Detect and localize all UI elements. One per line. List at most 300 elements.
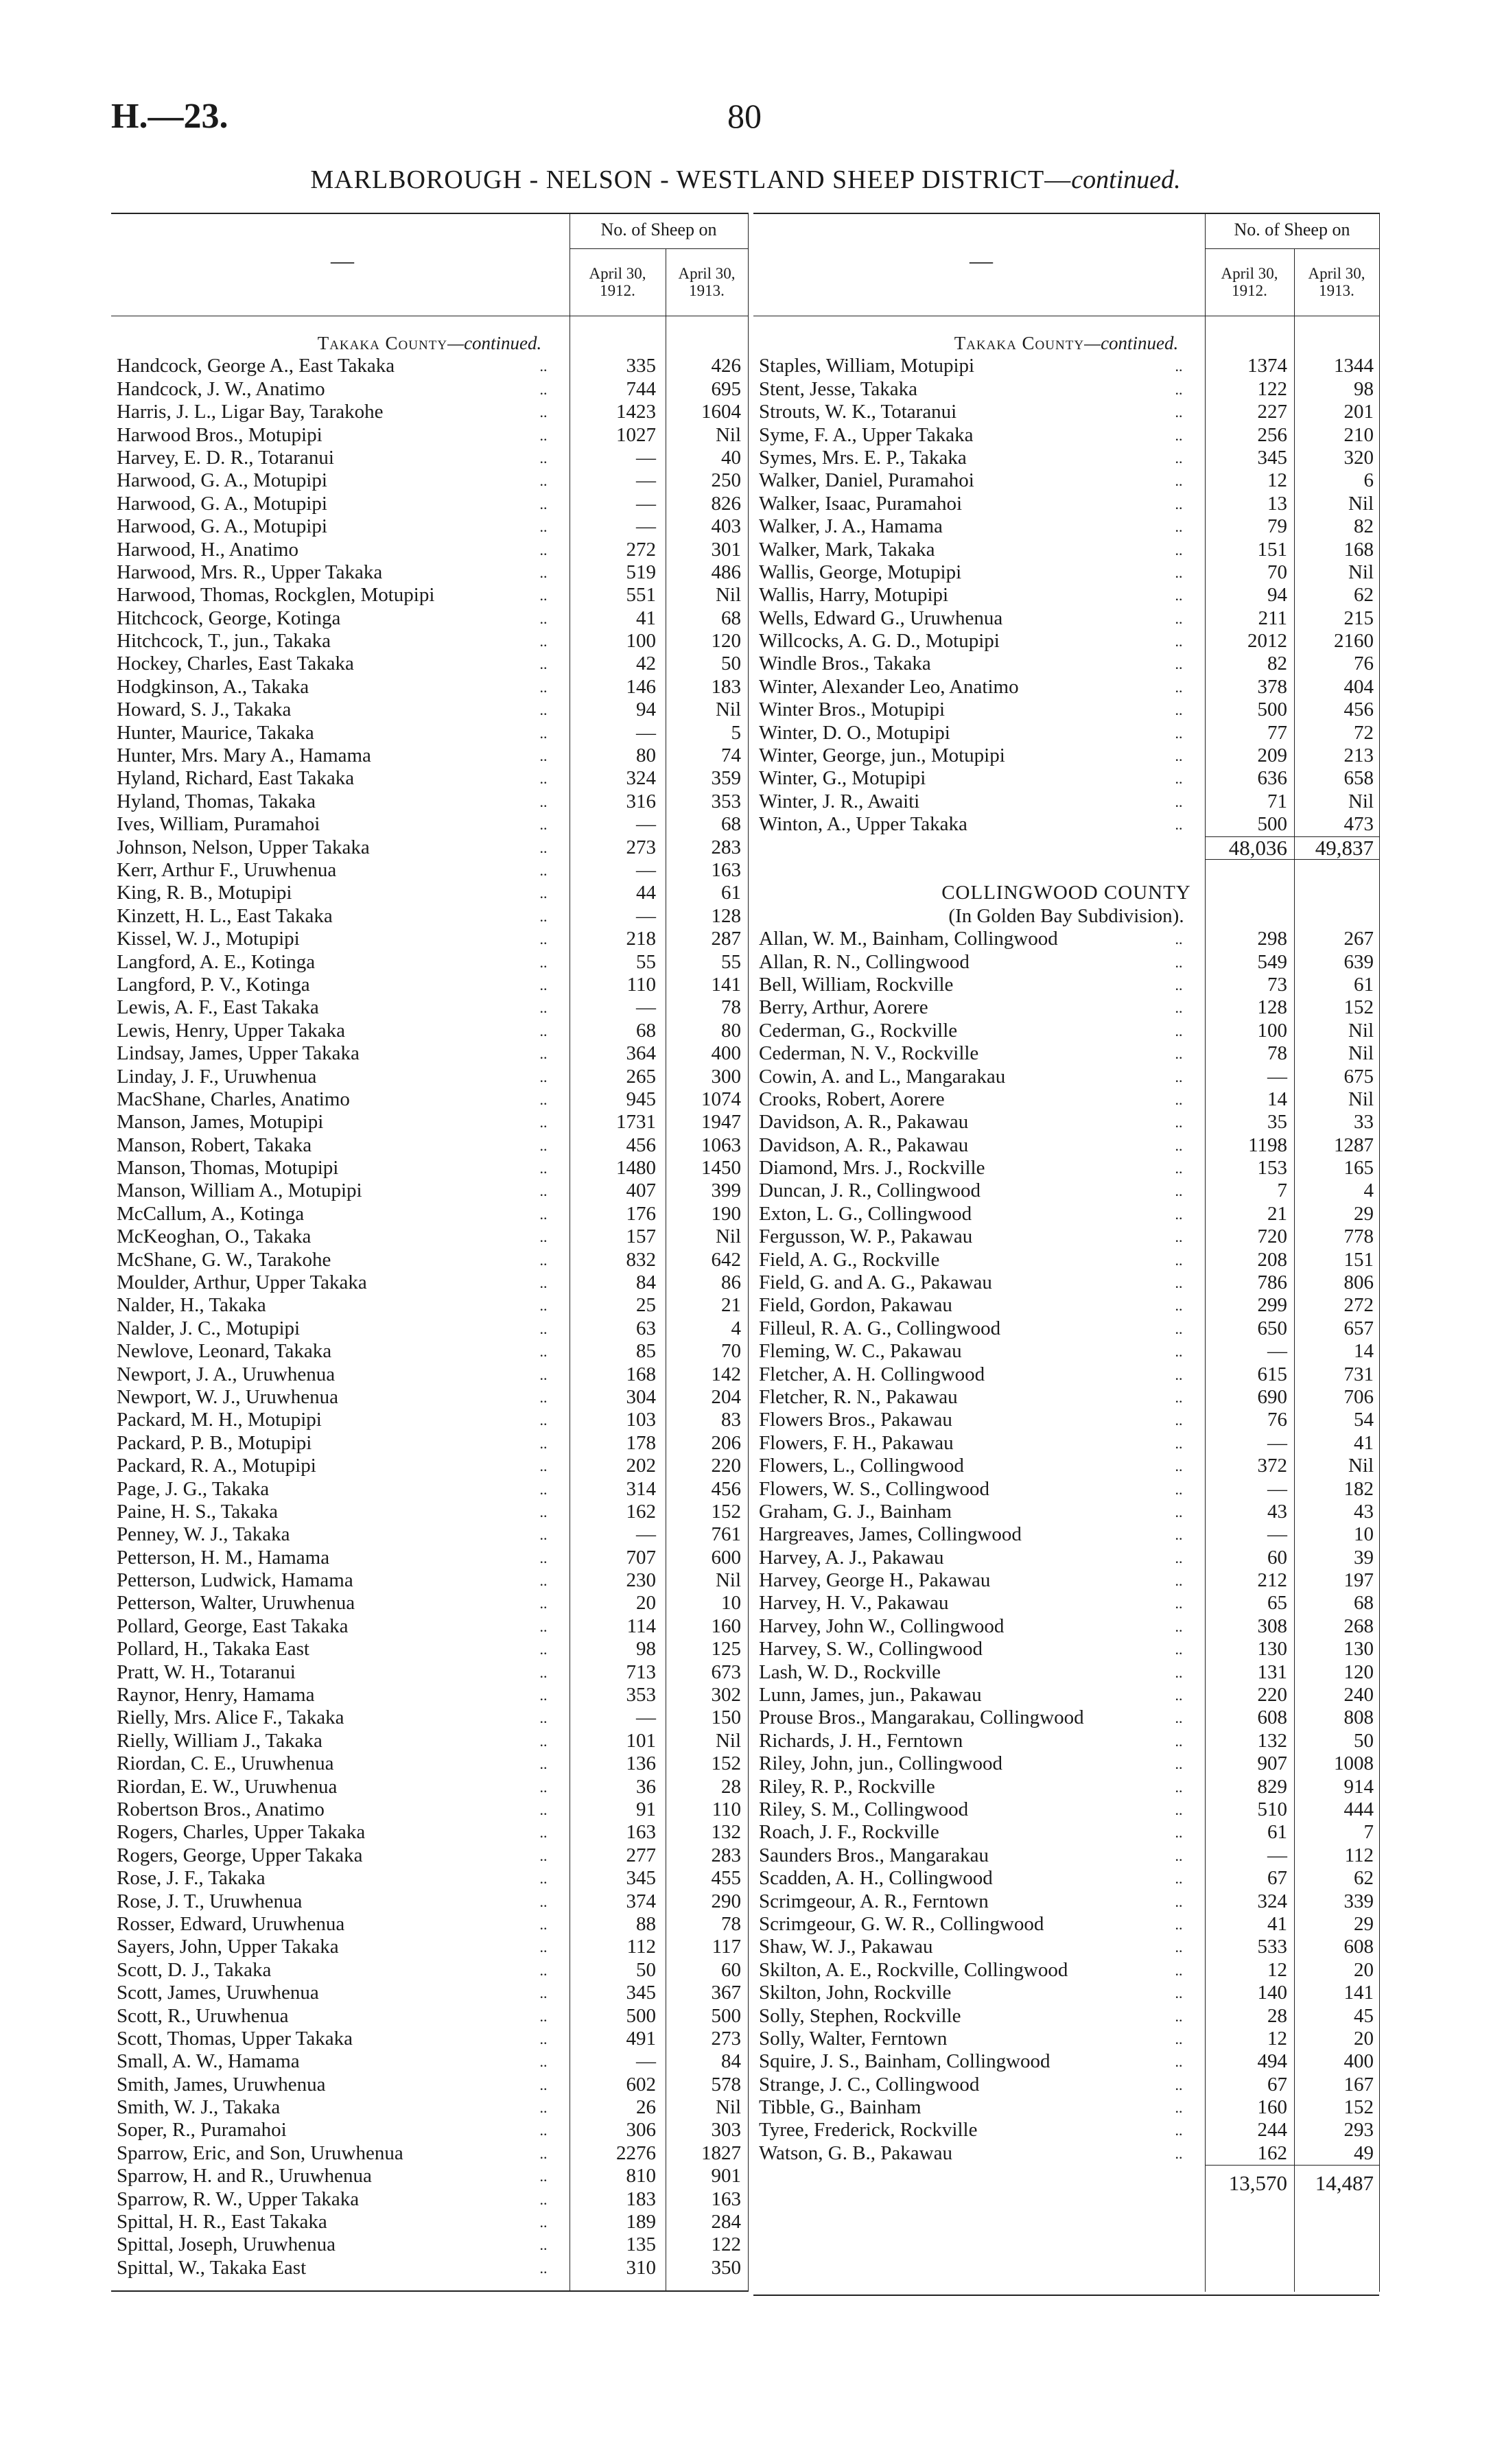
row-name: Page, J. G., Takaka xyxy=(117,1477,270,1500)
value-1912: 76 xyxy=(1267,1409,1287,1431)
value-1913: 182 xyxy=(1343,1477,1374,1500)
value-1912: 324 xyxy=(626,767,656,790)
row-name: Rose, J. F., Takaka xyxy=(117,1867,266,1890)
value-1913: 426 xyxy=(711,355,741,377)
table-row xyxy=(111,1982,748,2004)
row-leader: .. xyxy=(539,1892,548,1910)
value-1913: 54 xyxy=(1354,1409,1374,1431)
table-row xyxy=(111,813,748,836)
table-row xyxy=(753,1042,1379,1065)
value-1913: 128 xyxy=(711,904,741,927)
row-leader: .. xyxy=(539,357,548,375)
row-name: Wallis, George, Motupipi xyxy=(759,561,962,583)
value-1913: 901 xyxy=(711,2165,741,2187)
total-1913: 49,837 xyxy=(1315,835,1374,860)
value-1912: 44 xyxy=(636,882,656,904)
row-name: Skilton, John, Rockville xyxy=(759,1982,952,2004)
table-row xyxy=(753,2005,1379,2028)
value-1912: 378 xyxy=(1257,675,1287,698)
value-1912: 945 xyxy=(626,1088,656,1110)
value-1913: 1947 xyxy=(701,1111,741,1134)
table-row xyxy=(753,561,1379,584)
row-name: Spittal, W., Takaka East xyxy=(117,2256,307,2279)
value-1913: 163 xyxy=(711,2187,741,2210)
value-1913: 55 xyxy=(721,950,741,973)
row-leader: .. xyxy=(539,1984,548,2002)
table-row xyxy=(111,539,748,561)
row-name: Winter, George, jun., Motupipi xyxy=(759,744,1005,767)
row-name: Hitchcock, T., jun., Takaka xyxy=(117,630,331,653)
table-row xyxy=(753,1936,1379,1958)
value-1913: 190 xyxy=(711,1202,741,1225)
row-leader: .. xyxy=(539,495,548,513)
row-name: Langford, A. E., Kotinga xyxy=(117,950,316,973)
row-leader: .. xyxy=(1175,976,1183,994)
row-leader: .. xyxy=(539,1228,548,1246)
row-leader: .. xyxy=(539,1617,548,1635)
row-leader: .. xyxy=(1175,1022,1183,1040)
row-leader: .. xyxy=(1175,1617,1183,1635)
value-1912: 160 xyxy=(1257,2096,1287,2119)
row-leader: .. xyxy=(539,1961,548,1979)
row-leader: .. xyxy=(539,1778,548,1796)
row-name: Willcocks, A. G. D., Motupipi xyxy=(759,630,1000,653)
row-leader: .. xyxy=(1175,701,1183,719)
row-name: Harvey, E. D. R., Totaranui xyxy=(117,446,334,469)
value-1913: 914 xyxy=(1343,1775,1374,1798)
row-leader: .. xyxy=(539,1136,548,1154)
value-1913: 240 xyxy=(1343,1684,1374,1706)
row-leader: .. xyxy=(1175,495,1183,513)
value-1912: 85 xyxy=(636,1340,656,1363)
value-1912: 13 xyxy=(1267,492,1287,515)
value-1912: 510 xyxy=(1257,1798,1287,1820)
section-heading xyxy=(111,332,748,355)
row-name: Winter, G., Motupipi xyxy=(759,767,926,790)
value-1913: 367 xyxy=(711,1982,741,2004)
value-1913: Nil xyxy=(715,1569,741,1592)
row-name: Scott, R., Uruwhenua xyxy=(117,2004,289,2027)
column-header-1912 xyxy=(570,265,666,299)
row-name: Manson, Thomas, Motupipi xyxy=(117,1157,339,1180)
value-1912: 308 xyxy=(1257,1615,1287,1637)
value-1912: 12 xyxy=(1267,2027,1287,2050)
row-leader: .. xyxy=(1175,2030,1183,2048)
row-leader: .. xyxy=(1175,1228,1183,1246)
row-name: Flowers, L., Collingwood xyxy=(759,1455,964,1477)
table-row xyxy=(111,1363,748,1386)
value-1913: 473 xyxy=(1343,813,1374,836)
year-1912-line1: April 30, xyxy=(1221,265,1278,282)
value-1913: 68 xyxy=(721,813,741,836)
value-1913: Nil xyxy=(715,2096,741,2119)
value-1913: Nil xyxy=(715,1729,741,1752)
value-1912: 42 xyxy=(636,653,656,675)
value-1913: Nil xyxy=(1348,492,1374,515)
row-name: Field, Gordon, Pakawau xyxy=(759,1294,952,1317)
row-leader: .. xyxy=(539,2259,548,2277)
table-row xyxy=(753,996,1379,1019)
table-row xyxy=(753,2028,1379,2050)
value-1912: 101 xyxy=(626,1729,656,1752)
value-1912: 122 xyxy=(1257,377,1287,400)
table-row xyxy=(111,378,748,401)
value-1913: 731 xyxy=(1343,1363,1374,1385)
value-1912: 345 xyxy=(626,1867,656,1890)
row-name: Nalder, J. C., Motupipi xyxy=(117,1317,301,1339)
row-name: Sparrow, Eric, and Son, Uruwhenua xyxy=(117,2142,403,2164)
row-leader: .. xyxy=(539,1687,548,1704)
row-leader: .. xyxy=(1175,1480,1183,1498)
value-1913: 33 xyxy=(1354,1111,1374,1134)
row-name: Tibble, G., Bainham xyxy=(759,2096,921,2119)
table-row xyxy=(111,1386,748,1409)
value-1912: 277 xyxy=(626,1844,656,1866)
value-1913: 68 xyxy=(721,607,741,629)
value-1912: 140 xyxy=(1257,1982,1287,2004)
row-name: Harvey, George H., Pakawau xyxy=(759,1569,991,1592)
value-1912: 211 xyxy=(1258,607,1287,629)
row-name: Riordan, C. E., Uruwhenua xyxy=(117,1752,334,1775)
value-1913: 399 xyxy=(711,1180,741,1202)
row-leader: .. xyxy=(1175,2076,1183,2093)
value-1912: 707 xyxy=(626,1546,656,1569)
row-name: Scadden, A. H., Collingwood xyxy=(759,1867,993,1890)
value-1912: 533 xyxy=(1257,1936,1287,1958)
table-row xyxy=(111,1501,748,1523)
row-name: Davidson, A. R., Pakawau xyxy=(759,1134,969,1156)
row-name: Handcock, J. W., Anatimo xyxy=(117,377,325,400)
table-row xyxy=(753,1661,1379,1684)
heading-county: Takaka County xyxy=(954,333,1085,353)
value-1913: 283 xyxy=(711,836,741,858)
row-name: Linday, J. F., Uruwhenua xyxy=(117,1065,317,1088)
row-leader: .. xyxy=(539,1915,548,1933)
row-name: Field, G. and A. G., Pakawau xyxy=(759,1271,992,1294)
value-1912: 70 xyxy=(1267,561,1287,583)
row-leader: .. xyxy=(539,1526,548,1544)
table-row xyxy=(753,1271,1379,1294)
value-1912: 103 xyxy=(626,1409,656,1431)
row-leader: .. xyxy=(1175,1595,1183,1612)
table-row xyxy=(111,1684,748,1706)
value-1912: 79 xyxy=(1267,515,1287,538)
column-header-1913 xyxy=(666,265,748,299)
value-1912: 316 xyxy=(626,790,656,812)
row-leader: .. xyxy=(1175,403,1183,421)
value-1912: 176 xyxy=(626,1202,656,1225)
table-row xyxy=(753,1478,1379,1501)
row-leader: .. xyxy=(1175,793,1183,810)
value-1912: 162 xyxy=(1257,2142,1287,2164)
column-dash: — xyxy=(331,248,354,274)
row-leader: .. xyxy=(539,747,548,765)
table-row xyxy=(753,1455,1379,1477)
value-1912: — xyxy=(636,446,656,469)
row-name: Hunter, Maurice, Takaka xyxy=(117,721,314,744)
table-row xyxy=(753,378,1379,401)
value-1912: — xyxy=(1267,1477,1287,1500)
value-1912: — xyxy=(636,492,656,515)
row-name: McCallum, A., Kotinga xyxy=(117,1202,305,1225)
column-divider xyxy=(1379,213,1380,2292)
table-row xyxy=(111,1432,748,1455)
row-name: Rielly, William J., Takaka xyxy=(117,1729,322,1752)
row-leader: .. xyxy=(539,1045,548,1063)
table-row xyxy=(111,1615,748,1638)
value-1912: — xyxy=(1267,1065,1287,1088)
row-name: Fletcher, R. N., Pakawau xyxy=(759,1385,958,1408)
row-name: Harvey, A. J., Pakawau xyxy=(759,1546,944,1569)
value-1913: 61 xyxy=(721,882,741,904)
table-bottom-rule xyxy=(111,2290,748,2292)
row-leader: .. xyxy=(539,518,548,536)
row-leader: .. xyxy=(1175,1365,1183,1383)
row-leader: .. xyxy=(1175,1870,1183,1888)
row-leader: .. xyxy=(539,2122,548,2139)
row-name: Exton, L. G., Collingwood xyxy=(759,1202,972,1225)
row-name: Windle Bros., Takaka xyxy=(759,653,931,675)
table-row xyxy=(111,2142,748,2165)
value-1913: 183 xyxy=(711,675,741,698)
row-name: Harvey, H. V., Pakawau xyxy=(759,1592,949,1615)
row-name: Flowers Bros., Pakawau xyxy=(759,1409,952,1431)
row-name: Winter, D. O., Motupipi xyxy=(759,721,950,744)
value-1912: 112 xyxy=(626,1936,656,1958)
row-name: Spittal, Joseph, Uruwhenua xyxy=(117,2233,336,2256)
row-leader: .. xyxy=(539,884,548,902)
value-1912: 168 xyxy=(626,1363,656,1385)
row-name: Fleming, W. C., Pakawau xyxy=(759,1340,962,1363)
row-leader: .. xyxy=(1175,449,1183,467)
row-name: Rielly, Mrs. Alice F., Takaka xyxy=(117,1706,344,1729)
table-row xyxy=(111,1340,748,1363)
value-1913: 43 xyxy=(1354,1500,1374,1523)
table-row xyxy=(111,1111,748,1134)
row-leader: .. xyxy=(539,1480,548,1498)
value-1913: 1450 xyxy=(701,1157,741,1180)
row-leader: .. xyxy=(539,1938,548,1956)
column-header-1913 xyxy=(1294,265,1379,299)
table-row xyxy=(111,1569,748,1592)
value-1913: 267 xyxy=(1343,928,1374,950)
value-1913: 658 xyxy=(1343,767,1374,790)
row-name: Riley, R. P., Rockville xyxy=(759,1775,935,1798)
row-leader: .. xyxy=(539,1274,548,1292)
value-1912: 153 xyxy=(1257,1157,1287,1180)
heading-continued: —continued. xyxy=(1084,333,1179,353)
value-1913: 163 xyxy=(711,858,741,881)
table-row xyxy=(111,928,748,950)
row-leader: .. xyxy=(1175,1114,1183,1131)
row-name: Lindsay, James, Upper Takaka xyxy=(117,1042,360,1065)
left-body xyxy=(111,355,748,2279)
value-1912: 183 xyxy=(626,2187,656,2210)
row-leader: .. xyxy=(539,861,548,879)
row-leader: .. xyxy=(539,1663,548,1681)
row-leader: .. xyxy=(1175,1801,1183,1818)
table-row xyxy=(111,676,748,699)
row-name: Sparrow, H. and R., Uruwhenua xyxy=(117,2165,372,2187)
value-1913: 49 xyxy=(1354,2142,1374,2164)
row-name: Field, A. G., Rockville xyxy=(759,1248,940,1271)
value-1912: 67 xyxy=(1267,1867,1287,1890)
value-1912: 98 xyxy=(636,1638,656,1661)
row-leader: .. xyxy=(1175,678,1183,696)
value-1912: 94 xyxy=(1267,584,1287,607)
table-row xyxy=(111,2165,748,2187)
row-leader: .. xyxy=(539,1205,548,1223)
row-name: Harwood, G. A., Motupipi xyxy=(117,515,327,538)
row-name: Moulder, Arthur, Upper Takaka xyxy=(117,1271,367,1294)
value-1912: 136 xyxy=(626,1752,656,1775)
value-1913: 287 xyxy=(711,928,741,950)
value-1912: 110 xyxy=(626,973,656,996)
row-name: Pratt, W. H., Totaranui xyxy=(117,1661,296,1683)
value-1913: 350 xyxy=(711,2256,741,2279)
value-1912: 256 xyxy=(1257,423,1287,446)
row-name: Winton, A., Upper Takaka xyxy=(759,813,967,836)
value-1912: 299 xyxy=(1257,1294,1287,1317)
value-1913: 456 xyxy=(1343,699,1374,721)
table-row xyxy=(111,401,748,423)
table-row xyxy=(111,515,748,538)
right-rows xyxy=(753,332,1379,2195)
row-leader: .. xyxy=(539,1870,548,1888)
table-row xyxy=(753,744,1379,767)
value-1912: 82 xyxy=(1267,653,1287,675)
row-leader: .. xyxy=(539,1388,548,1406)
value-1912: 65 xyxy=(1267,1592,1287,1615)
row-leader: .. xyxy=(539,1801,548,1818)
table-row xyxy=(111,607,748,630)
value-1913: 152 xyxy=(711,1752,741,1775)
value-1913: 78 xyxy=(721,1912,741,1935)
value-1913: 1074 xyxy=(701,1088,741,1110)
value-1913: 300 xyxy=(711,1065,741,1088)
table-row xyxy=(753,1432,1379,1455)
table-row xyxy=(753,1501,1379,1523)
table-row xyxy=(753,401,1379,423)
year-1912-line1: April 30, xyxy=(589,265,646,282)
row-leader: .. xyxy=(1175,2122,1183,2139)
value-1912: 364 xyxy=(626,1042,656,1065)
year-1913-line2: 1913. xyxy=(1319,282,1354,299)
table-row xyxy=(111,1844,748,1867)
row-name: Paine, H. S., Takaka xyxy=(117,1500,279,1523)
value-1913: 21 xyxy=(721,1294,741,1317)
row-name: Hyland, Thomas, Takaka xyxy=(117,790,316,812)
table-row xyxy=(753,1386,1379,1409)
value-1912: 1423 xyxy=(616,401,656,423)
value-1912: 128 xyxy=(1257,996,1287,1019)
row-name: Hyland, Richard, East Takaka xyxy=(117,767,355,790)
row-name: Solly, Walter, Ferntown xyxy=(759,2027,948,2050)
table-row xyxy=(111,447,748,469)
row-name: Harwood Bros., Motupipi xyxy=(117,423,322,446)
row-name: Manson, William A., Motupipi xyxy=(117,1180,362,1202)
table-row xyxy=(753,1684,1379,1706)
table-row xyxy=(753,1340,1379,1363)
value-1913: 70 xyxy=(721,1340,741,1363)
value-1912: 407 xyxy=(626,1180,656,1202)
table-row xyxy=(111,1066,748,1088)
table-row xyxy=(111,1088,748,1111)
row-leader: .. xyxy=(1175,609,1183,627)
row-leader: .. xyxy=(1175,1687,1183,1704)
table-row xyxy=(753,928,1379,950)
value-1913: 62 xyxy=(1354,584,1374,607)
row-leader: .. xyxy=(1175,1274,1183,1292)
value-1912: — xyxy=(1267,1431,1287,1454)
row-leader: .. xyxy=(1175,1503,1183,1521)
row-leader: .. xyxy=(539,1549,548,1567)
value-1912: 273 xyxy=(626,836,656,858)
row-name: Harwood, Mrs. R., Upper Takaka xyxy=(117,561,383,583)
value-1913: 778 xyxy=(1343,1225,1374,1248)
table-row xyxy=(111,1478,748,1501)
value-1913: 404 xyxy=(1343,675,1374,698)
table-row xyxy=(111,1752,748,1775)
value-1912: 68 xyxy=(636,1019,656,1042)
row-name: Skilton, A. E., Rockville, Collingwood xyxy=(759,1958,1068,1981)
value-1913: 273 xyxy=(711,2027,741,2050)
table-row xyxy=(111,996,748,1019)
table-row xyxy=(111,1661,748,1684)
value-1913: 120 xyxy=(1343,1661,1374,1683)
value-1912: 20 xyxy=(636,1592,656,1615)
value-1912: 135 xyxy=(626,2233,656,2256)
table-row xyxy=(753,447,1379,469)
row-name: Handcock, George A., East Takaka xyxy=(117,355,395,377)
value-1912: 14 xyxy=(1267,1088,1287,1110)
table-row xyxy=(111,653,748,675)
table-row xyxy=(111,2005,748,2028)
row-leader: .. xyxy=(1175,747,1183,765)
header-rule xyxy=(1205,248,1379,249)
value-1913: 122 xyxy=(711,2233,741,2256)
table-row xyxy=(111,1271,748,1294)
row-leader: .. xyxy=(539,472,548,490)
table-row xyxy=(753,539,1379,561)
row-leader: .. xyxy=(539,609,548,627)
row-leader: .. xyxy=(1175,1846,1183,1864)
table-row xyxy=(111,744,748,767)
value-1912: 41 xyxy=(1267,1912,1287,1935)
row-leader: .. xyxy=(1175,930,1183,948)
row-leader: .. xyxy=(1175,1411,1183,1429)
value-1913: 301 xyxy=(711,538,741,561)
value-1913: 39 xyxy=(1354,1546,1374,1569)
value-1912: 208 xyxy=(1257,1248,1287,1271)
table-row xyxy=(111,1776,748,1798)
row-name: Smith, James, Uruwhenua xyxy=(117,2073,326,2096)
row-name: Hitchcock, George, Kotinga xyxy=(117,607,341,629)
row-name: Sayers, John, Upper Takaka xyxy=(117,1936,339,1958)
table-row xyxy=(753,355,1379,377)
row-name: Syme, F. A., Upper Takaka xyxy=(759,423,974,446)
value-1912: 88 xyxy=(636,1912,656,1935)
section-heading xyxy=(753,332,1379,355)
row-leader: .. xyxy=(1175,1732,1183,1750)
table-row xyxy=(753,699,1379,721)
table-row xyxy=(753,630,1379,653)
row-leader: .. xyxy=(539,1251,548,1269)
value-1913: 283 xyxy=(711,1844,741,1866)
table-row xyxy=(753,1615,1379,1638)
row-name: Petterson, Ludwick, Hamama xyxy=(117,1569,353,1592)
table-row xyxy=(111,974,748,996)
